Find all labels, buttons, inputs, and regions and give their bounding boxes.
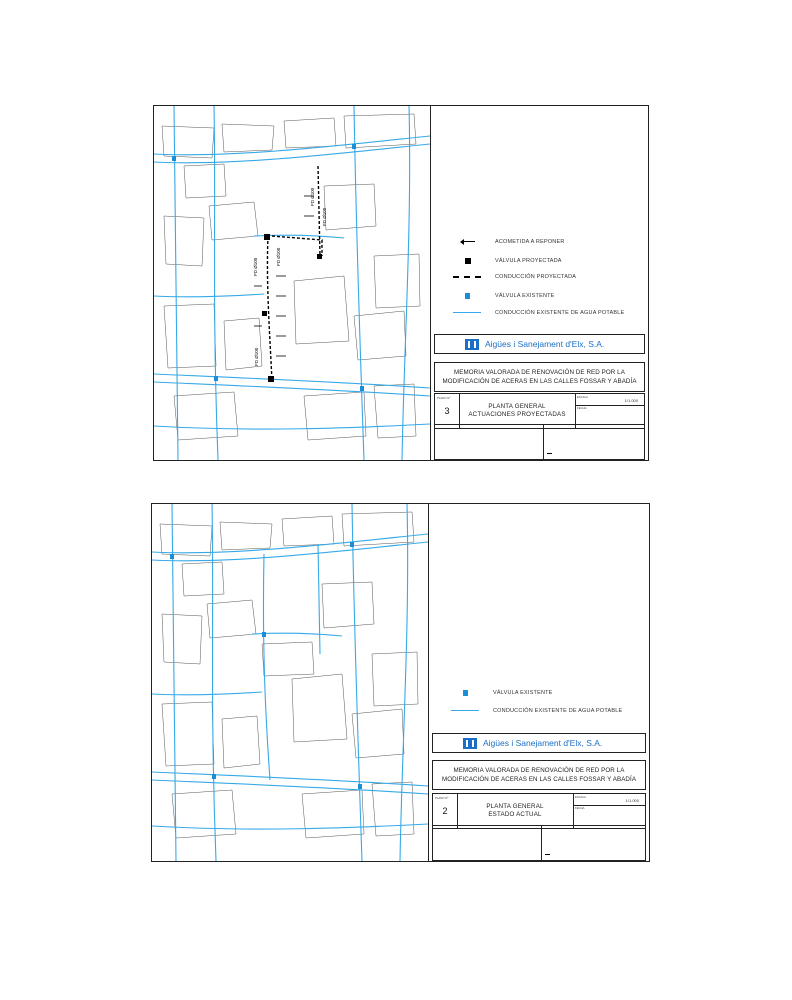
building-block bbox=[372, 782, 414, 836]
plan-title-cell bbox=[457, 794, 574, 828]
title-line: MEMORIA VALORADA DE RENOVACIÓN DE RED POR LA bbox=[453, 767, 625, 774]
arrow-icon bbox=[453, 237, 481, 247]
water-pipe bbox=[154, 382, 430, 396]
existing-valve-icon bbox=[170, 554, 174, 559]
company-logo-icon bbox=[463, 738, 477, 749]
water-pipe bbox=[400, 504, 408, 861]
building-block bbox=[222, 124, 274, 152]
building-block bbox=[162, 702, 214, 766]
water-pipe bbox=[154, 294, 264, 297]
drawing-sheet-2 bbox=[151, 503, 650, 862]
project-title bbox=[432, 760, 646, 790]
building-block bbox=[174, 392, 238, 440]
plan-meta bbox=[575, 394, 644, 428]
legend-label: CONDUCCIÓN EXISTENTE DE AGUA POTABLE bbox=[495, 310, 625, 316]
legend-label: VÁLVULA PROYECTADA bbox=[495, 258, 562, 264]
scale-value: 1/1.000 bbox=[625, 798, 639, 803]
building-block bbox=[284, 118, 336, 148]
water-pipe bbox=[154, 374, 430, 388]
building-block bbox=[374, 384, 416, 438]
project-title bbox=[434, 362, 645, 392]
building-block bbox=[209, 202, 258, 240]
plan-info-block bbox=[432, 793, 646, 829]
building-block bbox=[162, 126, 214, 158]
projected-valve-icon bbox=[264, 234, 270, 240]
pipe-line-icon bbox=[451, 706, 479, 716]
projected-valve-icon bbox=[268, 376, 274, 382]
water-pipe bbox=[318, 544, 320, 654]
scale-label: ESCALA bbox=[575, 795, 587, 799]
building-block bbox=[220, 522, 272, 550]
existing-valve-icon bbox=[350, 542, 354, 547]
date-label: FECHA bbox=[577, 406, 587, 410]
plan-title-cell bbox=[459, 394, 576, 428]
water-pipe bbox=[354, 106, 364, 460]
building-block bbox=[322, 582, 374, 628]
pipe-line-icon bbox=[453, 308, 481, 318]
existing-valve-icon bbox=[453, 291, 481, 301]
existing-valve-icon bbox=[358, 784, 362, 789]
building-block bbox=[354, 311, 406, 360]
date-row bbox=[575, 405, 644, 416]
legend-row bbox=[451, 688, 553, 698]
water-pipe bbox=[152, 780, 428, 794]
water-pipe bbox=[152, 692, 262, 695]
legend-row bbox=[453, 291, 555, 301]
existing-valve-icon bbox=[352, 144, 356, 149]
building-block bbox=[294, 276, 349, 344]
plan-number-cell bbox=[435, 394, 460, 428]
title-line: MEMORIA VALORADA DE RENOVACIÓN DE RED POR LA bbox=[454, 369, 625, 376]
existing-valve-icon bbox=[214, 376, 218, 381]
building-block bbox=[184, 164, 226, 198]
water-pipe bbox=[152, 542, 428, 561]
company-name: Aigües i Sanejament d'Elx, S.A. bbox=[485, 339, 605, 349]
plan-meta bbox=[573, 794, 645, 828]
projected-valve-icon bbox=[317, 254, 322, 259]
building-block bbox=[162, 614, 202, 664]
pipe-label: FD Ø100 bbox=[276, 247, 281, 266]
water-pipe bbox=[263, 554, 270, 780]
date-label: FECHA bbox=[575, 806, 585, 810]
dashed-line-icon bbox=[453, 272, 481, 282]
legend-row bbox=[453, 256, 562, 266]
map-area bbox=[152, 504, 429, 861]
legend-row bbox=[453, 237, 565, 247]
legend-label: CONDUCCIÓN EXISTENTE DE AGUA POTABLE bbox=[493, 708, 623, 714]
title-line: MODIFICACIÓN DE ACERAS EN LAS CALLES FOSSAR Y ABADÍA bbox=[442, 378, 637, 385]
plan-title-line: ESTADO ACTUAL bbox=[488, 811, 542, 818]
building-block bbox=[282, 516, 334, 546]
date-row bbox=[573, 805, 645, 816]
title-block-panel bbox=[429, 504, 649, 861]
building-block bbox=[292, 674, 347, 742]
water-pipe bbox=[402, 106, 410, 460]
projected-valve-icon bbox=[262, 311, 267, 316]
plan-number-cell bbox=[433, 794, 458, 828]
building-block bbox=[304, 392, 366, 440]
pipe-label: FD Ø100 bbox=[254, 347, 259, 366]
existing-valve-icon bbox=[212, 774, 216, 779]
pipe-label: FD Ø100 bbox=[310, 187, 315, 206]
building-block bbox=[222, 716, 260, 768]
title-line: MODIFICACIÓN DE ACERAS EN LAS CALLES FOSSAR Y ABADÍA bbox=[441, 776, 637, 783]
water-pipe bbox=[152, 772, 428, 786]
building-block bbox=[374, 254, 420, 308]
plan-title-line: PLANTA GENERAL bbox=[488, 403, 546, 410]
pipe-label: FD Ø100 bbox=[253, 257, 258, 276]
building-block bbox=[352, 709, 404, 758]
projected-pipe bbox=[267, 236, 272, 382]
water-pipe bbox=[352, 504, 362, 861]
company-header bbox=[434, 334, 645, 354]
legend-label: ACOMETIDA A REPONER bbox=[495, 239, 565, 245]
water-pipe bbox=[152, 824, 428, 829]
company-name: Aigües i Sanejament d'Elx, S.A. bbox=[483, 738, 603, 748]
water-pipe bbox=[154, 424, 430, 429]
building-block bbox=[164, 216, 204, 266]
street-map bbox=[152, 504, 428, 861]
plan-number-label: PLANO Nº bbox=[437, 396, 451, 400]
street-map bbox=[154, 106, 430, 460]
building-block bbox=[262, 642, 314, 676]
company-logo-icon bbox=[465, 339, 479, 350]
building-block bbox=[160, 524, 212, 556]
existing-valve-icon bbox=[262, 632, 266, 637]
projected-pipe bbox=[318, 166, 320, 256]
drawing-sheet-3 bbox=[153, 105, 649, 461]
legend-label: VÁLVULA EXISTENTE bbox=[493, 690, 553, 696]
title-block-panel bbox=[431, 106, 648, 460]
legend-row bbox=[451, 706, 622, 716]
signature-left-cell bbox=[433, 826, 542, 860]
signature-mark bbox=[547, 453, 552, 454]
signature-left-cell bbox=[435, 425, 544, 459]
existing-valve-icon bbox=[172, 156, 176, 161]
plan-title-line: ACTUACIONES PROYECTADAS bbox=[468, 411, 566, 418]
water-pipe bbox=[212, 504, 216, 861]
company-header bbox=[432, 733, 646, 753]
building-block bbox=[182, 562, 224, 596]
legend-row bbox=[453, 308, 624, 318]
signature-mark bbox=[545, 854, 550, 855]
signature-block bbox=[434, 424, 645, 460]
plan-number-label: PLANO Nº bbox=[435, 796, 449, 800]
plan-title-line: PLANTA GENERAL bbox=[486, 803, 544, 810]
projected-valve-icon bbox=[453, 256, 481, 266]
scale-label: ESCALA bbox=[577, 395, 589, 399]
plan-number: 2 bbox=[442, 806, 448, 816]
map-area bbox=[154, 106, 431, 460]
building-block bbox=[372, 652, 418, 706]
signature-block bbox=[432, 825, 646, 861]
building-block bbox=[207, 600, 256, 638]
legend-label: CONDUCCIÓN PROYECTADA bbox=[495, 274, 577, 280]
building-block bbox=[324, 184, 376, 230]
existing-valve-icon bbox=[360, 386, 364, 391]
plan-number: 3 bbox=[444, 406, 450, 416]
building-block bbox=[164, 304, 216, 368]
water-pipe bbox=[214, 106, 218, 460]
legend-label: VÁLVULA EXISTENTE bbox=[495, 293, 555, 299]
existing-valve-icon bbox=[451, 688, 479, 698]
building-block bbox=[172, 790, 236, 838]
scale-value: 1/1.000 bbox=[624, 398, 638, 403]
water-pipe bbox=[154, 144, 430, 163]
pipe-label: FD Ø100 bbox=[322, 207, 327, 226]
legend-row bbox=[453, 272, 576, 282]
building-block bbox=[302, 790, 364, 838]
